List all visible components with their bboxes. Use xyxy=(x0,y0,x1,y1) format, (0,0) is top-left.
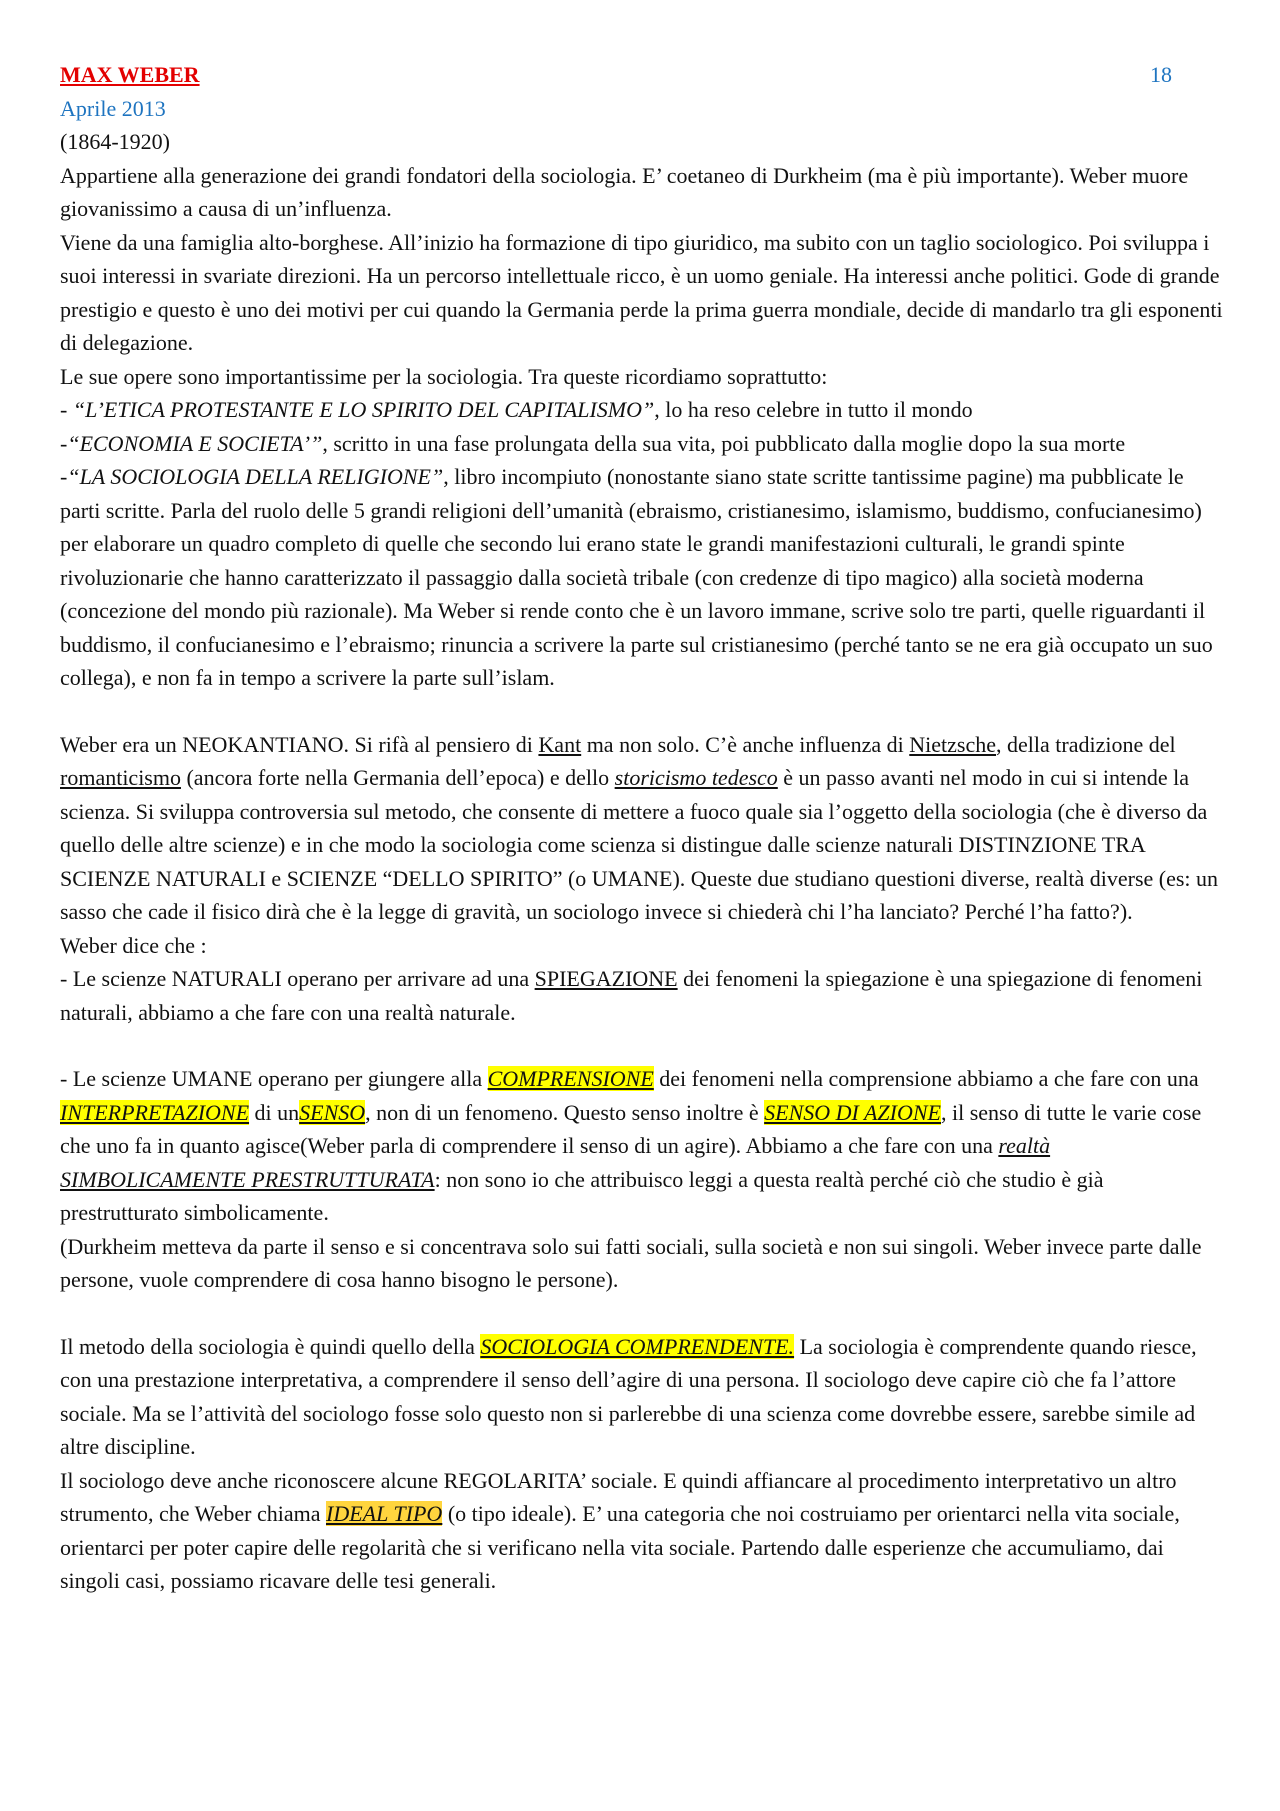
paragraph-biography: Viene da una famiglia alto-borghese. All’inizio ha formazione di tipo giuridico, ma subito con un taglio sociologico. Poi sviluppa i suoi interessi in svariate direzioni. Ha un percorso intellettuale ricco, è un uomo geniale. Ha interessi anche politici. Gode di grande prestigio e questo è uno dei motivi per cui quando la Germania perde la prima guerra mondiale, decide di mandarlo tra gli esponenti di delegazione. xyxy=(60,229,1223,355)
document-body xyxy=(60,58,1225,1598)
paragraph-ideal-tipo: Il sociologo deve anche riconoscere alcune REGOLARITA’ sociale. E quindi affiancare al procedimento interpretativo un altro strumento, che Weber chiama IDEAL TIPO (o tipo ideale). E’ una categoria che noi costruiamo per orientarci nella vita sociale, orientarci per poter capire delle regolarità che si verificano nella vita sociale. Partendo dalle esperienze che accumuliamo, dai singoli casi, possiamo ricavare delle tesi generali. xyxy=(60,1467,1180,1593)
work-title: “L’ETICA PROTESTANTE E LO SPIRITO DEL CAPITALISMO” xyxy=(72,397,655,422)
term-spiegazione: SPIEGAZIONE xyxy=(534,966,678,991)
work-item-etica: - “L’ETICA PROTESTANTE E LO SPIRITO DEL CAPITALISMO”, lo ha reso celebre in tutto il mondo xyxy=(60,397,973,422)
term-storicismo: storicismo tedesco xyxy=(614,765,778,790)
document-date: Aprile 2013 xyxy=(60,95,166,121)
page-number: 18 xyxy=(1150,62,1172,87)
term-senso: SENSO xyxy=(299,1099,366,1125)
term-romanticismo: romanticismo xyxy=(60,765,181,790)
term-sociologia-comprendente: SOCIOLOGIA COMPRENDENTE. xyxy=(480,1333,795,1359)
term-ideal-tipo: IDEAL TIPO xyxy=(326,1501,443,1526)
paragraph-scienze-naturali: - Le scienze NATURALI operano per arrivare ad una SPIEGAZIONE dei fenomeni la spiegazione è una spiegazione di fenomeni naturali, abbiamo a che fare con una realtà naturale. xyxy=(60,966,1203,1025)
life-years: (1864-1920) xyxy=(60,129,170,154)
work-item-economia: -“ECONOMIA E SOCIETA’”, scritto in una fase prolungata della sua vita, poi pubblicato dalla moglie dopo la sua morte xyxy=(60,430,1126,456)
work-title: “LA SOCIOLOGIA DELLA RELIGIONE” xyxy=(67,464,444,489)
spacer xyxy=(60,1029,1225,1062)
paragraph-scienze-umane: - Le scienze UMANE operano per giungere alla COMPRENSIONE dei fenomeni nella comprensione abbiamo a che fare con una INTERPRETAZIONE di unSENSO, non di un fenomeno. Questo senso inoltre è SENSO DI AZIONE, il senso di tutte le varie cose che uno fa in quanto agisce(Weber parla di comprendere il senso di un agire). Abbiamo a che fare con una realtà SIMBOLICAMENTE PRESTRUTTURATA: non sono io che attribuisco leggi a questa realtà perché ciò che studio è già prestrutturato simbolicamente. xyxy=(60,1066,1202,1225)
paragraph-durkheim: (Durkheim metteva da parte il senso e si concentrava solo sui fatti sociali, sulla società e non sui singoli. Weber invece parte dalle persone, vuole comprendere di cosa hanno bisogno le persone). xyxy=(60,1233,1202,1292)
term-interpretazione: INTERPRETAZIONE xyxy=(60,1099,250,1125)
term-senso-di-azione: SENSO DI AZIONE xyxy=(764,1099,941,1125)
paragraph-neokantiano: Weber era un NEOKANTIANO. Si rifà al pensiero di Kant ma non solo. C’è anche influenza di Nietzsche, della tradizione del romanticismo (ancora forte nella Germania dell’epoca) e dello storicismo tedesco è un passo avanti nel modo in cui si intende la scienza. Si sviluppa controversia sul metodo, che consente di mettere a fuoco quale sia l’oggetto della sociologia (che è diverso da quello delle altre scienze) e in che modo la sociologia come scienza si distingue dalle scienze naturali DISTINZIONE TRA SCIENZE NATURALI e SCIENZE “DELLO SPIRITO” (o UMANE). Queste due studiano questioni diverse, realtà diverse (es: un sasso che cade il fisico dirà che è la legge di gravità, un sociologo invece si chiederà chi l’ha lanciato? Perché l’ha fatto?). xyxy=(60,731,1219,924)
term-realta-simbolica: realtà SIMBOLICAMENTE PRESTRUTTURATA xyxy=(60,1133,1051,1192)
term-kant: Kant xyxy=(538,731,582,757)
spacer xyxy=(60,695,1225,728)
term-nietzsche: Nietzsche xyxy=(909,731,996,757)
document-title: MAX WEBER xyxy=(60,62,200,87)
paragraph-intro: Appartiene alla generazione dei grandi fondatori della sociologia. E’ coetaneo di Durkheim (ma è più importante). Weber muore giovanissimo a causa di un’influenza. xyxy=(60,162,1189,221)
work-title: “ECONOMIA E SOCIETA’” xyxy=(67,430,323,456)
weber-dice: Weber dice che : xyxy=(60,932,207,958)
term-comprensione: COMPRENSIONE xyxy=(487,1066,654,1091)
work-item-religione: -“LA SOCIOLOGIA DELLA RELIGIONE”, libro incompiuto (nonostante siano state scritte tantissime pagine) ma pubblicate le parti scritte. Parla del ruolo delle 5 grandi religioni dell’umanità (ebraismo, cristianesimo, islamismo, buddismo, confucianesimo) per elaborare un quadro completo di quelle che secondo lui erano state le grandi manifestazioni culturali, le grandi spinte rivoluzionarie che hanno caratterizzato il passaggio dalla società tribale (con credenze di tipo magico) alla società moderna (concezione del mondo più razionale). Ma Weber si rende conto che è un lavoro immane, scrive solo tre parti, quelle riguardanti il buddismo, il confucianesimo e l’ebraismo; rinuncia a scrivere la parte sul cristianesimo (perché tanto se ne era già occupato un suo collega), e non fa in tempo a scrivere la parte sull’islam. xyxy=(60,464,1213,690)
spacer xyxy=(60,1297,1225,1330)
paragraph-works-intro: Le sue opere sono importantissime per la sociologia. Tra queste ricordiamo soprattutto: xyxy=(60,363,828,389)
paragraph-metodo: Il metodo della sociologia è quindi quello della SOCIOLOGIA COMPRENDENTE. La sociologia è comprendente quando riesce, con una prestazione interpretativa, a comprendere il senso dell’agire di una persona. Il sociologo deve capire ciò che fa l’attore sociale. Ma se l’attività del sociologo fosse solo questo non si parlerebbe di una scienza come dovrebbe essere, sarebbe simile ad altre discipline. xyxy=(60,1333,1197,1459)
